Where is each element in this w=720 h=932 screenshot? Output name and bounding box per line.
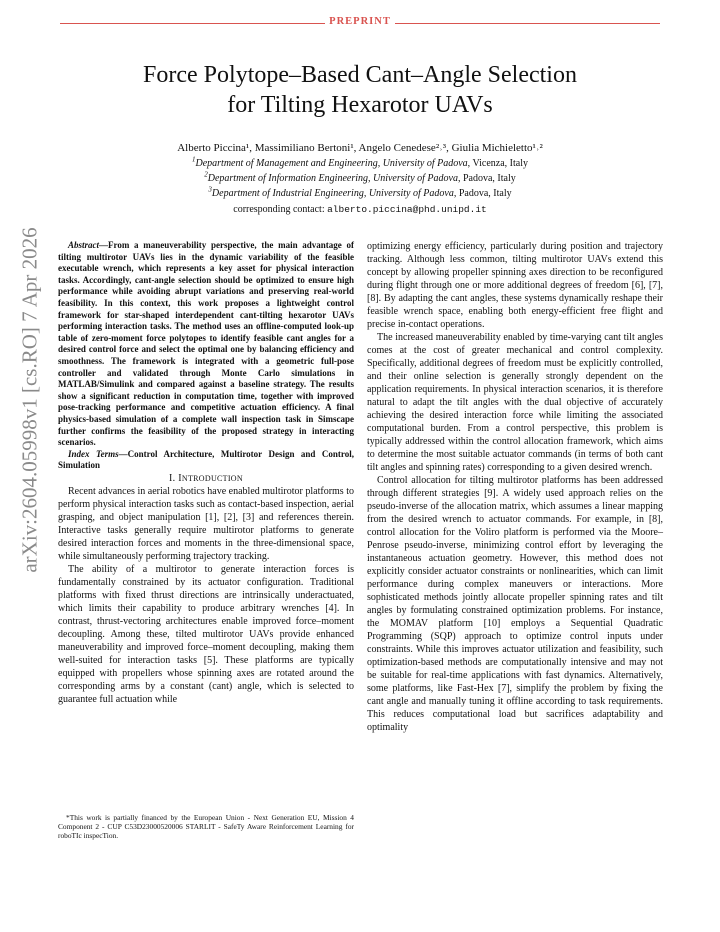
corresponding-contact [60, 203, 660, 217]
index-terms-label: Index Terms [68, 448, 119, 459]
preprint-banner [60, 16, 660, 30]
title-line-1: Force Polytope–Based Cant–Angle Selection [143, 62, 577, 88]
affiliation-2 [60, 172, 660, 186]
affiliation-mark: 1 [192, 155, 196, 164]
abstract-label: Abstract [68, 240, 100, 250]
contact-label: corresponding contact: [233, 204, 328, 215]
affiliation-3 [60, 187, 660, 201]
left-column [58, 240, 354, 706]
affiliation-place: , Padova, Italy [457, 173, 516, 184]
arxiv-id: arXiv:2604.05998v1 [cs.RO] 7 Apr 2026 [17, 227, 42, 573]
title-line-2: for Tilting Hexarotor UAVs [227, 92, 493, 118]
affiliation-mark: 2 [204, 170, 208, 179]
preprint-label: PREPRINT [329, 16, 391, 27]
abstract [58, 240, 354, 449]
paper-title [60, 60, 660, 120]
index-terms-text: —Control Architecture, Multirotor Design and Control, Simulation [58, 448, 354, 471]
section-title-initial: I [178, 472, 182, 484]
section-title-rest: NTRODUCTION [181, 473, 243, 483]
body-paragraph: The ability of a multirotor to generate interaction forces is fundamentally constrained by its actuator configuration. Traditional platforms with fixed thrust directions are intrinsically underactuated, which limits their capability to produce arbitrary wrenches [4]. In contrast, thrust-vectoring architectures enable improved force–moment decoupling. Among these, tilted multirotor UAVs provide enhanced maneuverability and improved force–moment decoupling, making them well-suited for interaction tasks [5]. These platforms are typically equipped with propellers whose spinning axes are rotated around the corresponding arms by a constant (cant) angle, which is selected to guarantee full actuation while [58, 563, 354, 705]
affiliation-place: , Vicenza, Italy [467, 158, 528, 169]
banner-rule-right [395, 23, 660, 24]
affiliation-dept: Department of Information Engineering, University of Padova [207, 173, 458, 184]
body-paragraph: Control allocation for tilting multirotor platforms has been addressed through different strategies [9]. A widely used approach relies on the pseudo-inverse of the allocation matrix, which assumes a linear mapping from the desired wrench to actuator commands. For example, in [8], control allocation for the Voliro platform is performed via the Moore–Penrose pseudo-inverse, minimizing control effort by leveraging the instantaneous actuation geometry. However, this method does not explicitly consider actuator constraints or nonlinearities, which can limit performance during complex maneuvers or interactions. More sophisticated methods jointly allocate propeller spinning rates and tilt angles by formulating constrained optimization problems. For instance, the MOMAV platform [10] employs a Sequential Quadratic Programming (SQP) approach to optimize control inputs under constraints. While this improves actuator utilization and feasibility, such optimization-based methods are computationally intensive and may not be suitable for real-time applications with fast dynamics. Alternatively, some platforms, like Fast-Hex [7], simplify the problem by fixing the cant angle and manually tuning it offline according to task requirements. This reduces computational load but sacrifices adaptability and optimality [367, 475, 663, 733]
section-numeral: I. [169, 472, 179, 484]
affiliation-mark: 3 [208, 185, 212, 194]
affiliation-place: , Padova, Italy [453, 188, 512, 199]
funding-footnote: *This work is partially financed by the European Union - Next Generation EU, Mission 4 Component 2 - CUP C53D23000520006 STARLIT - SafeTy Aware Reinforcement Learning for roboTIc inspecTion. [58, 813, 354, 840]
body-paragraph: Recent advances in aerial robotics have enabled multirotor platforms to perform physical interaction tasks such as contact-based inspection, aerial grasping, and object manipulation [1], [2], [3] and references therein. Interactive tasks generally require multirotor platforms to generate desired interaction forces and moments in the three-dimensional space, while simultaneously performing trajectory tracking. [58, 485, 354, 562]
author-list: Alberto Piccina¹, Massimiliano Bertoni¹, Angelo Cenedese²˒³, Giulia Michieletto¹˒² [177, 142, 543, 154]
index-terms [58, 449, 354, 472]
contact-email[interactable]: alberto.piccina@phd.unipd.it [327, 204, 487, 215]
affiliation-dept: Department of Management and Engineering, University of Padova [195, 158, 468, 169]
section-heading-introduction [58, 472, 354, 485]
body-paragraph: optimizing energy efficiency, particularly during position and trajectory tracking. Although less common, tilting multirotor UAVs extend this concept by allowing propeller spinning axes direction to be reconfigured during flight through one or more additional degrees of freedom [6], [7], [8]. By adapting the cant angles, these systems dynamically reshape their feasible wrench space, enabling both energy-efficient free flight and precise in-contact operations. [367, 241, 663, 330]
arxiv-stamp [10, 100, 50, 700]
abstract-text: —From a maneuverability perspective, the main advantage of tilting multirotor UAVs lies in the dynamic variability of the feasible executable wrench, which represents a key asset for physical interaction tasks. Accordingly, cant-angle selection should be optimized to ensure high performance while avoiding abrupt variations and preserving real-world feasibility. In this context, this work proposes a lightweight control framework for star-shaped interdependent cant-tilting hexarotor UAVs performing interaction tasks. The method uses an offline-computed look-up table of zero-moment force polytopes to identify feasible cant angles for a desired control force and select the optimal one by balancing efficiency and smoothness. The framework is integrated with a geometric full-pose controller and validated through Monte Carlo simulations in MATLAB/Simulink and compared against a baseline strategy. The results show a significant reduction in computation time, together with improved pose-tracking performance and competitive actuation efficiency. A final physics-based simulation of a complete wall inspection task in Simscape further confirms the feasibility of the proposed strategy in interacting scenarios. [58, 240, 354, 448]
right-column [367, 240, 663, 734]
body-paragraph: The increased maneuverability enabled by time-varying cant tilt angles comes at the cost of greater mechanical and control complexity. Specifically, additional degrees of freedom must be explicitly controlled, and their online selection is generally strongly dependent on the application requirements. In physical interaction scenarios, it is therefore natural to adapt the tilt angles with the dual objective of accurately achieving the desired interaction force while limiting the associated computational burden. From a control perspective, this problem is typically addressed within the control allocation framework, which aims to determine the most suitable actuator commands (in terms of both cant tilt angles and spinning rates) corresponding to a given desired wrench. [367, 332, 663, 473]
affiliation-1 [60, 157, 660, 171]
affiliation-dept: Department of Industrial Engineering, University of Padova [211, 188, 454, 199]
